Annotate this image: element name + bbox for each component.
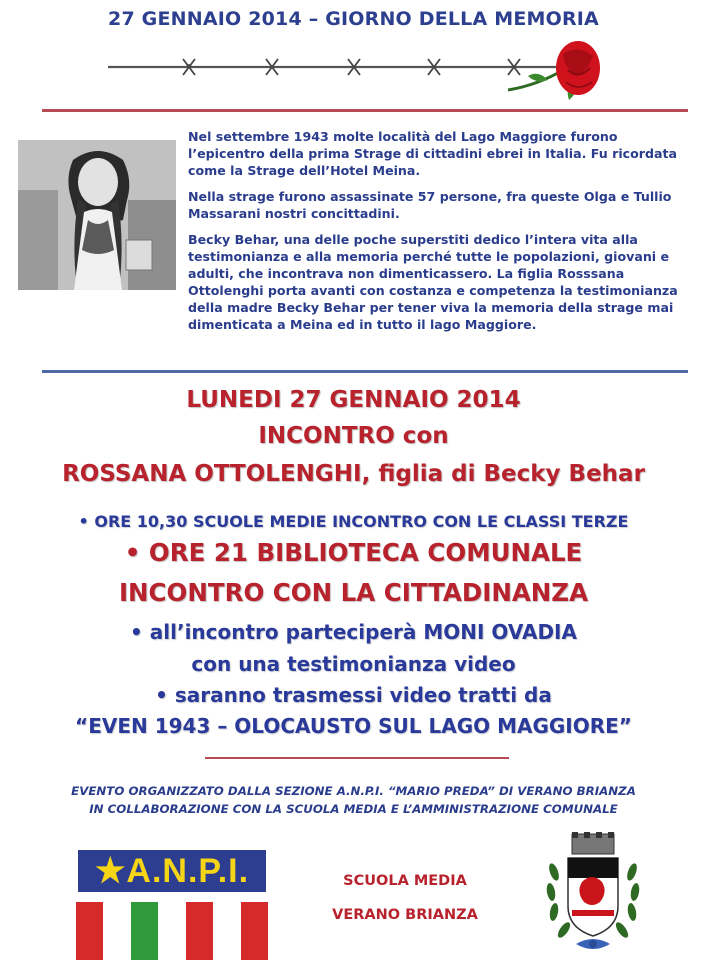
school-line: SCUOLA MEDIA xyxy=(343,873,467,889)
event-item-evening-sub: INCONTRO CON LA CITTADINANZA xyxy=(118,578,589,607)
divider-middle xyxy=(42,370,688,373)
organizer-text xyxy=(0,782,707,818)
event-item-evening: • ORE 21 BIBLIOTECA COMUNALE xyxy=(124,538,583,567)
intro-paragraph: Nella strage furono assassinate 57 persone, fra queste Olga e Tullio Massarani nostri concittadini. xyxy=(188,189,672,221)
anpi-logo-icon xyxy=(76,848,268,960)
intro-paragraph: Nel settembre 1943 molte località del Lago Maggiore furono l’epicentro della prima Strage di cittadini ebrei in Italia. Fu ricordata come la Strage dell’Hotel Meina. xyxy=(188,129,678,178)
organizer-line: EVENTO ORGANIZZATO DALLA SEZIONE A.N.P.I. “MARIO PREDA” DI VERANO BRIANZA xyxy=(71,784,636,798)
event-heading: INCONTRO con xyxy=(258,423,449,449)
municipal-crest-icon xyxy=(542,832,644,954)
school-name xyxy=(300,864,510,932)
event-item-video-title: “EVEN 1943 – OLOCAUSTO SUL LAGO MAGGIORE” xyxy=(75,714,632,738)
event-item-morning: • ORE 10,30 SCUOLE MEDIE INCONTRO CON LE CLASSI TERZE xyxy=(78,512,629,531)
event-item-guest-sub: con una testimonianza video xyxy=(191,652,516,676)
anpi-flag-stripes xyxy=(76,902,268,960)
intro-paragraph: Becky Behar, una delle poche superstiti dedico l’intera vita alla testimonianza e alla memoria perché tutte le popolazioni, giovani e adulti, che incontrava non dimenticassero. La figlia Rosssana Ottolenghi porta avanti con costanza e competenza la testimonianza della madre Becky Behar per tener viva la memoria della strage mai dimenticata a Meina ed in tutto il lago Maggiore. xyxy=(188,232,678,332)
organizer-line: IN COLLABORAZIONE CON LA SCUOLA MEDIA E L’AMMINISTRAZIONE COMUNALE xyxy=(89,802,618,816)
girl-photo-icon xyxy=(18,140,176,290)
divider-top xyxy=(42,109,688,112)
anpi-logo-text: ★A.N.P.I. xyxy=(94,852,250,890)
event-item-guest: • all’incontro parteciperà MONI OVADIA xyxy=(130,620,577,644)
school-line: VERANO BRIANZA xyxy=(332,907,478,923)
event-date: LUNEDI 27 GENNAIO 2014 xyxy=(186,387,521,413)
barbed-wire-rose-icon xyxy=(108,40,608,105)
event-item-video: • saranno trasmessi video tratti da xyxy=(155,683,552,707)
event-guest: ROSSANA OTTOLENGHI, figlia di Becky Behar xyxy=(62,461,645,487)
intro-text xyxy=(188,128,693,342)
divider-bottom xyxy=(205,757,509,759)
page-title: 27 GENNAIO 2014 – GIORNO DELLA MEMORIA xyxy=(108,8,599,30)
